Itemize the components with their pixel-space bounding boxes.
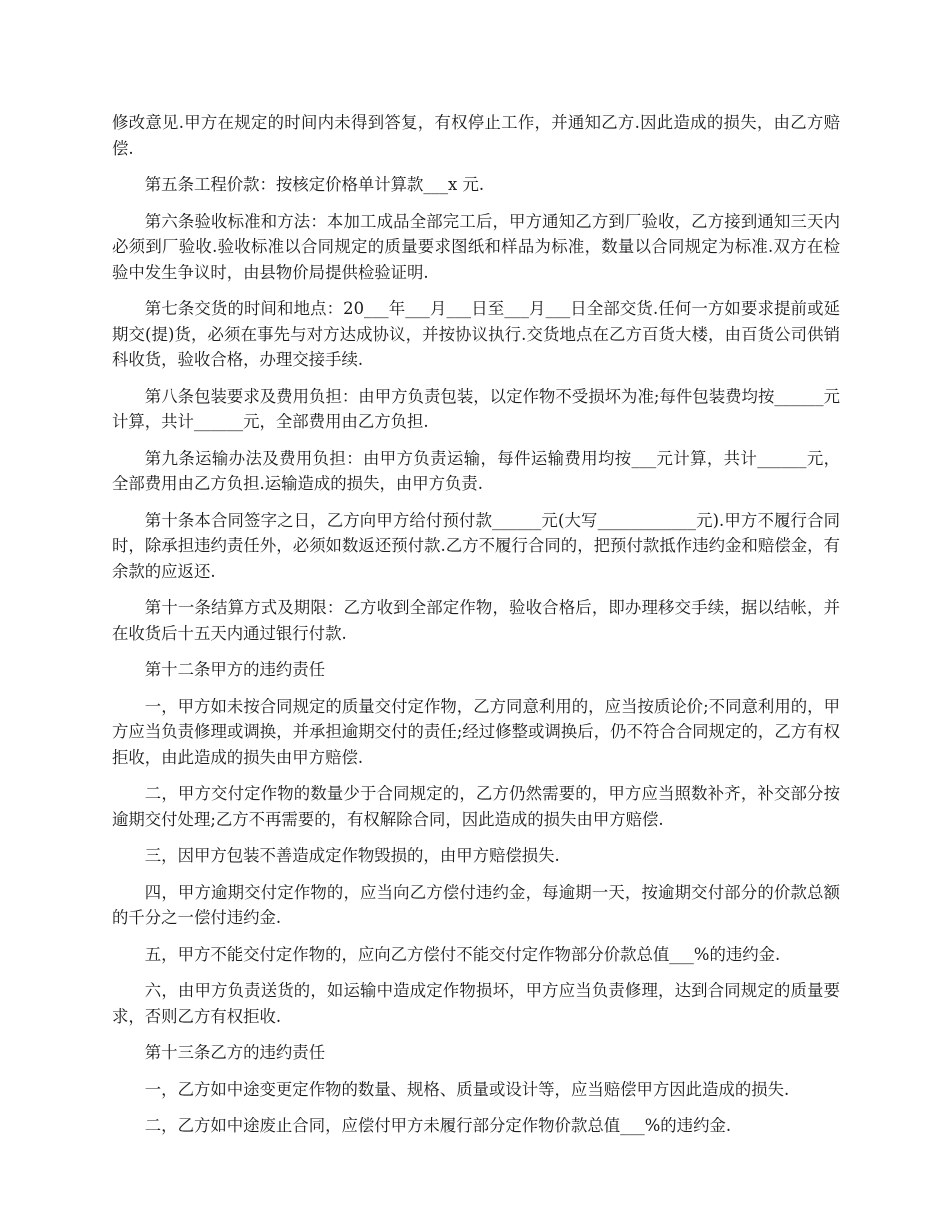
heading-article-12: 第十二条甲方的违约责任 xyxy=(144,660,326,679)
paragraph-article-9: 第九条运输办法及费用负担：由甲方负责运输，每件运输费用均按___元计算，共计______元，全部费用由乙方负担.运输造成的损失，由甲方负责. xyxy=(112,448,840,493)
paragraph-article-12-item-2: 二，甲方交付定作物的数量少于合同规定的，乙方仍然需要的，甲方应当照数补齐，补交部分按逾期交付处理;乙方不再需要的，有权解除合同，因此造成的损失由甲方赔偿. xyxy=(112,784,840,829)
paragraph-article-12-item-3: 三，因甲方包装不善造成定作物毁损的，由甲方赔偿损失. xyxy=(144,846,560,865)
paragraph-article-13-item-2: 二，乙方如中途废止合同，应偿付甲方未履行部分定作物价款总值___%的违约金. xyxy=(144,1116,732,1135)
paragraph-article-13-item-1: 一，乙方如中途变更定作物的数量、规格、质量或设计等，应当赔偿甲方因此造成的损失. xyxy=(144,1079,790,1099)
paragraph-continuation: 修改意见.甲方在规定的时间内未得到答复，有权停止工作，并通知乙方.因此造成的损失，由乙方赔偿. xyxy=(112,113,840,158)
paragraph-article-12-item-6: 六，由甲方负责送货的，如运输中造成定作物损坏，甲方应当负责修理，达到合同规定的质量要求，否则乙方有权拒收. xyxy=(112,981,840,1026)
paragraph-article-12-item-5: 五，甲方不能交付定作物的，应向乙方偿付不能交付定作物部分价款总值___%的违约金. xyxy=(144,944,781,964)
heading-article-13: 第十三条乙方的违约责任 xyxy=(144,1043,326,1062)
paragraph-article-5: 第五条工程价款：按核定价格单计算款___x 元. xyxy=(144,175,485,194)
paragraph-article-12-item-1: 一，甲方如未按合同规定的质量交付定作物，乙方同意利用的，应当按质论价;不同意利用的，甲方应当负责修理或调换，并承担逾期交付的责任;经过修整或调换后，仍不符合合同规定的，乙方有权拒收，由此造成的损失由甲方赔偿. xyxy=(112,696,840,767)
paragraph-article-12-item-4: 四，甲方逾期交付定作物的，应当向乙方偿付违约金，每逾期一天，按逾期交付部分的价款总额的千分之一偿付违约金. xyxy=(112,882,840,927)
paragraph-article-8: 第八条包装要求及费用负担：由甲方负责包装，以定作物不受损坏为准;每件包装费均按______元计算，共计______元，全部费用由乙方负担. xyxy=(112,386,840,431)
paragraph-article-7: 第七条交货的时间和地点：20___年___月___日至___月___日全部交货.任何一方如要求提前或延期交(提)货，必须在事先与对方达成协议，并按协议执行.交货地点在乙方百货大楼，由百货公司供销科收货，验收合格，办理交接手续. xyxy=(112,299,840,369)
paragraph-article-6: 第六条验收标准和方法：本加工成品全部完工后，甲方通知乙方到厂验收，乙方接到通知三天内必须到厂验收.验收标准以合同规定的质量要求图纸和样品为标准，数量以合同规定为标准.双方在检验中发生争议时，由县物价局提供检验证明. xyxy=(112,211,840,282)
paragraph-article-11: 第十一条结算方式及期限：乙方收到全部定作物，验收合格后，即办理移交手续，据以结帐，并在收货后十五天内通过银行付款. xyxy=(112,598,840,643)
paragraph-article-10: 第十条本合同签字之日，乙方向甲方给付预付款______元(大写____________元).甲方不履行合同时，除承担违约责任外，必须如数返还预付款.乙方不履行合同的，把预付款抵作违约金和赔偿金，有余款的应返还. xyxy=(112,510,840,581)
